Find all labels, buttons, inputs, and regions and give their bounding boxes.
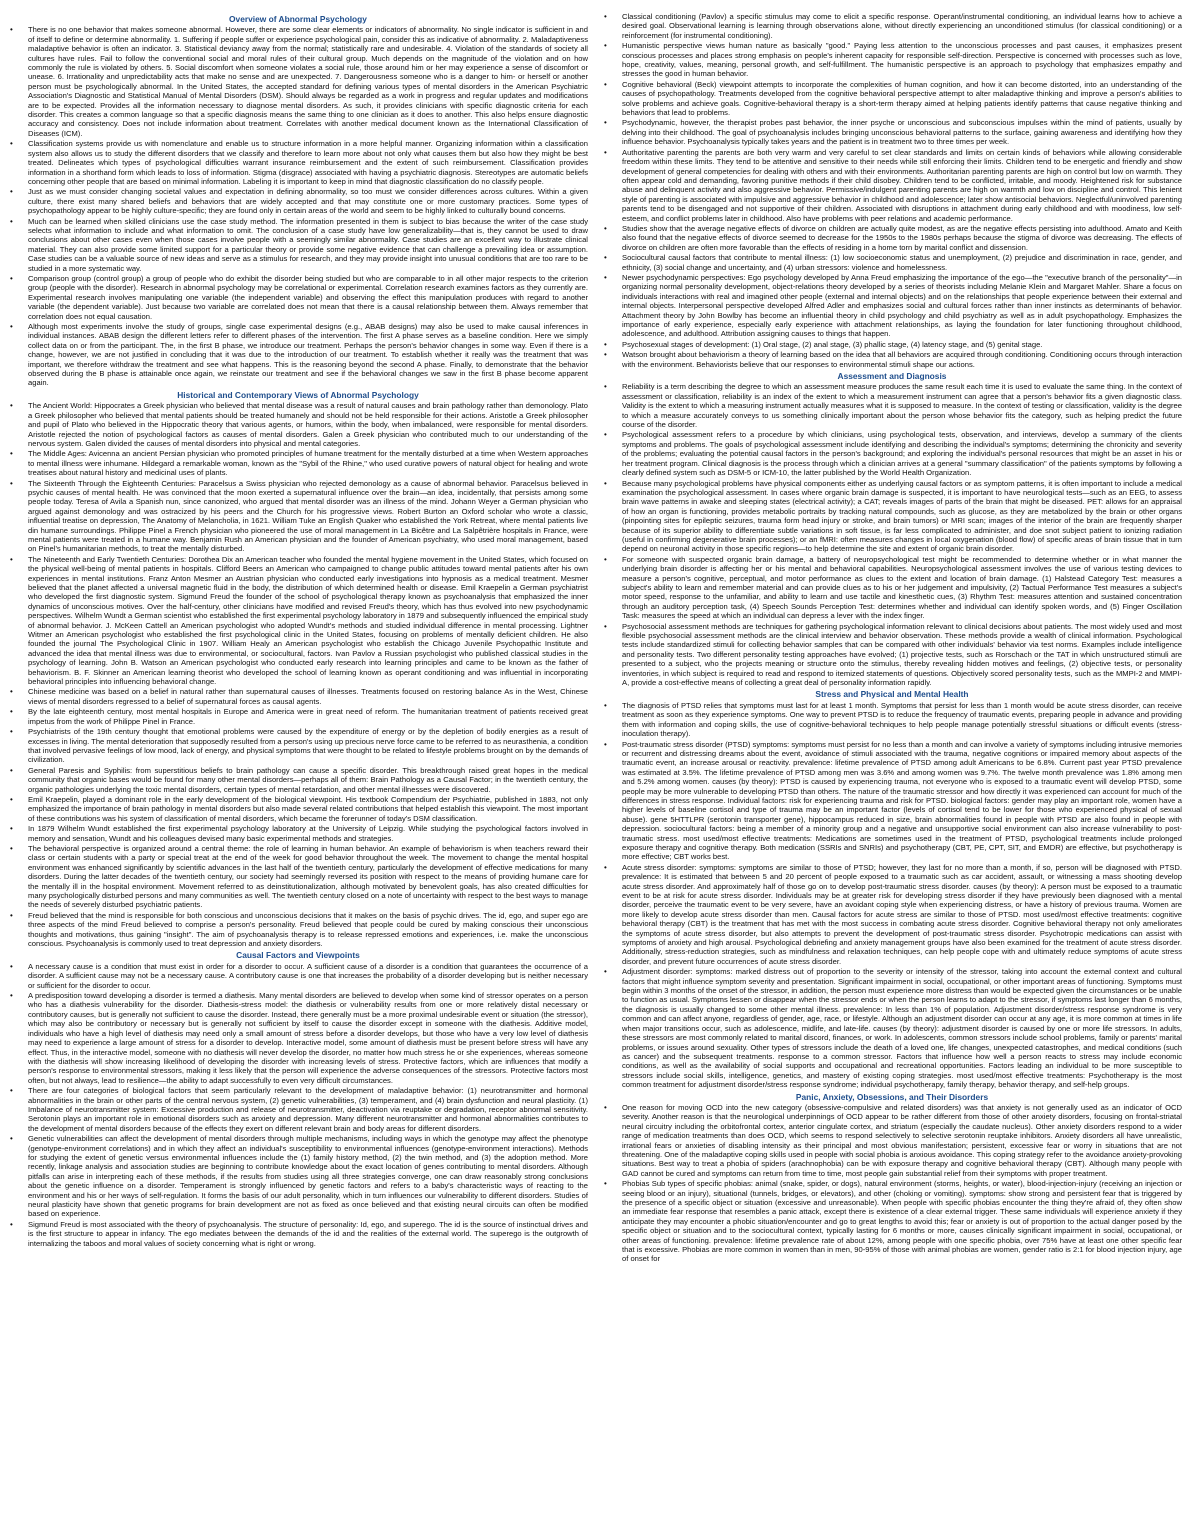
list-item: • Sociocultural causal factors that contribute to mental illness: (1) low socioeconomic status and unemployment, (2) prejudice and discrimination in race, gender, and ethnicity, (3) social change and uncertainty, and (4) urban stressors: violence and homelessness. [602,253,1182,272]
list-item: • The behavioral perspective is organized around a central theme: the role of learning in human behavior. An example of behaviorism is when teachers reward their class or certain students with a party or special treat at the end of the week for good behavior throughout the week. The movement to change the mental hospital environment was enhanced significantly by scientific advances in the last half of the twentieth century, particularly the development of effective medications for many disorders. During the latter decades of the twentieth century, our society had seemingly reversed its position with respect to the means of providing humane care for the mentally ill in the hospital environment. Movement referred to as deinstitutionalization, although motivated by benevolent goals, has also created difficulties for many psychologically disturbed persons and many communities as well. The twentieth century closed on a note of uncertainty with respect to the best ways to manage the needs of severely disturbed psychiatric patients. [8,844,588,910]
list-item: • Humanistic perspective views human nature as basically "good." Paying less attention to the unconscious processes and past causes, it emphasizes present conscious processes and places strong emphasis on people's inherent capacity for responsible self-direction. Perspective is concerned with processes such as love, hope, creativity, values, meaning, personal growth, and self-fulfillment. The humanistic perspective is an approach to psychology that emphasizes empathy and stresses the good in human behavior. [602,41,1182,79]
section-heading-historical: Historical and Contemporary Views of Abnormal Psychology [177,389,419,400]
list-item: • Psychological assessment refers to a procedure by which clinicians, using psychological tests, observation, and interviews, develop a summary of the clients symptoms and problems. The goals of psychological assessment include identifying and describing the individual's symptoms; determining the chronicity and severity of the problems; evaluating the potential causal factors in the person's background; and exploring the individual's personal resources that might be an asset in his or her treatment program. Clinical diagnosis is the process through which a clinician arrives at a general "summary classification" of the patients symptoms by following a clearly defined system such as DSM-5 or ICM-10, the latter published by the World Health Organization. [602,430,1182,477]
historical-list [8,401,588,948]
list-item: • General Paresis and Syphilis: from superstitious beliefs to brain pathology can cause a specific disorder. This breakthrough raised great hopes in the medical community that organic bases would be found for many other mental disorders—perhaps all of them: Brain Pathology as a Causal Factor; in the twentieth century, the organic pathologies underlying the toxic mental disorders, certain types of mental retardation, and other mental illnesses were discovered. [8,766,588,794]
list-item: • Psychodynamic, however, the therapist probes past behavior, the inner psyche or unconscious and subconscious impulses within the mind of patients, usually by delving into their childhood. The goal of psychoanalysis includes bringing unconscious behavioral patterns to the surface, gaining awareness and identifying how they influence behavior. Psychoanalysis typically takes years and the patient is in treatment two to three times per week. [602,118,1182,146]
list-item: • Chinese medicine was based on a belief in natural rather than supernatural causes of illnesses. Treatments focused on restoring balance As in the West, Chinese views of mental disorders regressed to a belief of supernatural forces as causal agents. [8,687,588,706]
list-item: • Newer psychodynamic perspectives: Ego psychology developed by Anna Freud emphasizing the importance of the ego—the "executive branch of the personality"—in organizing normal personality development, object-relations theory developed by a series of theorists including Melanie Klein and Margaret Mahler. Share a focus on individuals interactions with real and imagined other people (external and internal objects) and on the relationships that people experience between their external and internal objects. Interpersonal perspective developed Alfred Adler and emphasizes social and cultural forces rather than inner instincts as determinants of behavior. Attachment theory by John Bowlby has become an influential theory in child psychology and child psychiatry as well as in adult psychopathology. Emphasizes the importance of early experience, especially early experience with attachment relationships, as laying the foundation for later functioning throughout childhood, adolescence, and adulthood. Attribution assigning causes to things that happen. [602,273,1182,339]
left-column [8,12,588,1534]
section-heading-stress: Stress and Physical and Mental Health [815,689,969,700]
list-item: • Acute stress disorder: symptoms: symptoms are similar to those of PTSD; however, they last for no more than a month, if so, person will be diagnosed with PTSD. prevalence: It is estimated that between 5 and 20 percent of people exposed to a traumatic such as car accident, assault, or witnessing a mass shooting develop acute stress disorder. And approximately half of those go on to develop post-traumatic stress disorder. causes (by theory): A person must be exposed to a traumatic event to be at risk for acute stress disorder. Individuals may be at greater risk for developing stress disorder if they have previously been diagnosed with a mental disorder, perceive the traumatic event to be very severe, have an avoidant coping style when experiencing distress, or have a history of previous trauma. Women are more likely to develop acute stress disorder than men. Causal factors for acute stress are similar to those of PTSD. most used/most effective treatments: cognitive behavioral therapy (CBT) is the treatment that has met with the most success in combating acute stress disorder. Cognitive behavioral therapy not only ameliorates the symptoms of acute stress disorder, but also attempts to prevent the development of post-traumatic stress disorder. Psychotropic medications can assist with symptoms of anxiety and high arousal. Psychological debriefing and anxiety management groups have also been examined for the treatment of acute stress disorder. Additionally, stress-reduction strategies, such as mindfulness and relaxation techniques, can help people cope with and ultimately reduce symptoms of acute stress disorder, and prevent future occurrences of acute stress disorder. [602,863,1182,966]
list-item: • Post-traumatic stress disorder (PTSD) symptoms: symptoms must persist for no less than a month and can involve a variety of symptoms including intrusive memories or recurrent and distressing dreams about the event, avoidance of stimuli associated with the trauma, negative cognitions or impaired memory about aspects of the traumatic event, an increase arousal or reactivity. prevalence: lifetime prevalence of PTSD among adult Americans to be 6.8%. Current past year PTSD prevalence was estimated at 3.5%. The lifetime prevalence of PTSD among men was 3.6% and among women was 9.7%. The twelve month prevalence was 1.8% among men and 5.2% among women. causes (by theory): PTSD is caused by experiencing trauma, not everyone who is exposed to a traumatic event will develop PTSD, some people may be more vulnerable to developing PTSD than others. The nature of the traumatic stressor and how directly it was experienced can account for much of the differences in stress response. Individual factors: risk for experiencing trauma and risk for PTSD. biological factors: gender may play an important role, women have a higher levels of baseline cortisol and type of trauma may be an important factor (levels of cortisol tend to be lower for those who experienced physical of sexual abuse). gene 5HTTLPR (serotonin transporter gene), hippocampus reduced in size, brain abnormalities found in people with PTSD are also found in people with depression. sociocultural factors: being a member of a minority group and a negative and unsupportive social environment can also increase vulnerability to post-traumatic stress. most used/most effective treatments: Medications are sometimes used in the treatment of PTSD, psychological treatments include prolonged exposure therapy and cognitive therapy. Both medication (SSRIs and SNRIs) and psychotherapy (CBT, PE, CPT, SIT, and EMDR) are effective, but psychotherapy is more effective; CBT works best. [602,740,1182,862]
stress-list [602,701,1182,1090]
list-item: • Reliability is a term describing the degree to which an assessment measure produces the same result each time it is used to evaluate the same thing. In the context of assessment or classification, reliability is an index of the extent to which a measurement instrument can agree that a person's behavior fits a given diagnostic class. Validity is the extent to which a measuring instrument actually measures what it is supposed to measure. In the context of testing or classification, validity is the degree to which a measure accurately conveys to us something clinically important about the person whose behavior fits the category, such as helping predict the future course of the disorder. [602,382,1182,429]
list-item: • Sigmund Freud is most associated with the theory of psychoanalysis. The structure of personality: Id, ego, and superego. The id is the source of instinctual drives and is the first structure to appear in infancy. The ego mediates between the demands of the id and the realities of the external world. The superego is the outgrowth of internalizing the taboos and moral values of society concerning what is right or wrong. [8,1220,588,1248]
list-item: • Psychosexual stages of development: (1) Oral stage, (2) anal stage, (3) phallic stage, (4) latency stage, and (5) genital stage. [602,340,1182,349]
list-item: • A predisposition toward developing a disorder is termed a diathesis. Many mental disorders are believed to develop when some kind of stressor operates on a person who has a diathesis vulnerability for the disorder. Diathesis-stress model: the diathesis or vulnerability results from one or more relatively distal necessary or contributory causes, but is generally not sufficient to cause the disorder. Instead, there generally must be a more proximal undesirable event or situation (the stressor), which may also be contributory or necessary but is generally not sufficient by itself to cause the disorder except in someone with the diathesis. Additive model, individuals who have a high level of diathesis may need only a small amount of stress before a disorder develops, but those who have a very low level of diathesis may need to experience a large amount of stress for a disorder to develop. Interactive model, some amount of diathesis must be present before stress will have any effect. Thus, in the interactive model, someone with no diathesis will never develop the disorder, no matter how much stress he or she experiences, whereas someone with the diathesis will show increasing likelihood of developing the disorder with increasing levels of stress. Protective factors, which are influences that modify a person's response to environmental stressors, making it less likely that the person will experience the adverse consequences of the stressors. Protective factors most often, but not always, lead to resilience—the ability to adapt successfully to even very difficult circumstances. [8,991,588,1085]
assessment-list [602,382,1182,687]
list-item: • Phobias Sub types of specific phobias: animal (snake, spider, or dogs), natural environment (storms, heights, or water), blood-injection-injury (receiving an injection or seeing blood or an injury), situational (tunnels, bridges, or elevators), and other (choking or vomiting). symptoms: show strong and persistent fear that is triggered by the presence of a specific object or situation (excessive and unreasonable). When people with specific phobias encounter the thing they're afraid of, they often show an immediate fear response that resembles a panic attack, except there is existence of a clear external trigger. These same individuals will experience anxiety if they anticipate they may encounter a phobic situation/encounter and go to great lengths to avoid this; fear or anxiety is out of proportion to the actual danger posed by the specific object or situation and to the sociocultural context, typically lasting for 6 months or more, causes clinically significant impairment in social, occupational, or other areas of functioning. prevalence: lifetime prevalence rate of about 12%, among people with one specific phobia, over 75% have at least one other specific fear that is excessive. Phobias are more common in women than in men, 90-95% of those with animal phobias are women, gender ratio is 2:1 for blood injection injury, age of onset for [602,1179,1182,1264]
panic-list [602,1103,1182,1264]
section-heading-causal: Causal Factors and Viewpoints [236,950,360,961]
causal-continued-list [602,12,1182,369]
list-item: • Just as we must consider changing societal values and expectation in defining abnormality, so too must we consider differences across cultures. Within a given culture, there exist many shared beliefs and behaviors that are widely accepted and that may constitute one or more customary practices. Some types of psychopathology appear to be highly culture-specific; they are found only in certain areas of the world and seem to be highly linked to culturally bound concerns. [8,187,588,215]
list-item: • Much can be learned when skilled clinicians use the case study method. The information presented in them is subject to bias because the writer of the case study selects what information to include and what information to omit. The conclusion of a case study have low generalizability—that is, they cannot be used to draw conclusions about other cases even when those cases involve people with a seemingly similar abnormality. Case studies are an excellent way to illustrate clinical material. They can also provide some limited support for a particular theory or provide some negative evidence that can challenge a prevailing idea or assumption. Case studies can be a valuable source of new ideas and serve as a stimulus for research, and they may provide insight into unusual conditions that are too rare to be studied in a more systematic way. [8,217,588,273]
list-item: • Authoritative parenting the parents are both very warm and very careful to set clear standards and limits on certain kinds of behaviors while allowing considerable freedom within these limits. They tend to be attentive and sensitive to their needs while still enforcing their limits. Children tend to be energetic and friendly and show development of general competencies for dealing with others and with their environments. Authoritarian parenting parents are high on control but low on warmth. They often appear cold and demanding, favoring punitive methods if their child disobey. Children tend to be conflicted, irritable, and moody. Heightened risk for substance abuse and delinquent activity and also aggressive behavior. Permissive/indulgent parenting parents are high on warmth and low on discipline and control. This lenient style of parenting is associated with impulsive and aggressive behavior in childhood and adolescence; later show antisocial behaviors. Neglectful/uninvolved parenting parents tend to be disengaged and not supportive of their children. Associated with disruptions in attachment during early childhood and with moodiness, low self-esteem, and conflict problems later in childhood. Also have problems with peer relations and academic performance. [602,148,1182,223]
list-item: • For someone with suspected organic brain damage, a battery of neuropsychological test might be recommended to determine whether or in what manner the underlying brain disorder is affecting her or his mental and behavioral capabilities. Neuropsychological assessment involves the use of various testing devices to measure a person's cognitive, perceptual, and motor performance as clues to the extent and location of brain damage. (1) Halstead Category Test: measures a subject's ability to learn and remember material and can provide clues as to his or her judgement and impulsivity, (2) Tactual Performance Test measures a subject's motor speed, response to the unfamiliar, and ability to learn and use tactile and kinesthetic cues, (3) Rhythm Test: measures attention and sustained concentration through an auditory perception task, (4) Speech Sounds Perception Test: determines whether and individual can identify spoken words, and (5) Finger Oscillation Task: measures the speed at which an individual can depress a lever with the index finger. [602,555,1182,621]
list-item: • Adjustment disorder: symptoms: marked distress out of proportion to the severity or intensity of the stressor, taking into account the external context and cultural factors that might influence symptom severity and presentation. Significant impairment in social, occupational, or other important areas of functioning. Symptoms must begin within 3 months of the onset of the stressor, in addition, the person must experience more distress than would be expected given the circumstances or be unable to function as usual. Symptoms lessen or disappear when the stressor ends or when the person learns to adapt to the stressor, if symptoms last longer than 6 months, the diagnosis is usually changed to some other mental illness. prevalence: In less than 1% of population. Adjustment disorder/stress response syndrome is very common and can affect anyone, regardless of gender, age, race, or lifestyle. Although an adjustment disorder can occur at any age, it is more common at times in life when major transitions occur, such as adolescence, midlife, and late-life. causes (by theory): adjustment disorder is caused by one or more life stressors. In adults, these stressors are most commonly related to marital discord, finances, or work. In adolescents, common stressors include school problems, family or parents' marital problems, or issues around sexuality. Other types of stressors include the death of a loved one, life changes, unexpected catastrophes, and medical conditions (such as cancer) and the subsequent treatments. response to a common stressor. Factors that influence how well a person reacts to stress may include economic conditions, as well as the availability of social supports and occupational and recreational opportunities. Factors leading an individual to be more susceptible to stressors include social skills, intelligence, genetics, and mastery of existing coping strategies. most used/most effective treatments: Psychotherapy is the most common treatment for adjustment disorder/stress response syndrome; individual psychotherapy, family therapy, behavior therapy, and self-help groups. [602,967,1182,1089]
list-item: • Cognitive behavioral (Beck) viewpoint attempts to incorporate the complexities of human cognition, and how it can become distorted, into an understanding of the causes of psychopathology. Treatments developed from the cognitive behavioral perspective attempt to alter maladaptive thinking and improve a person's abilities to solve problems and achieve goals. Cognitive-behavioral therapy is a short-term therapy aimed at helping patients identify patterns that cause negative thinking and behaviors that lead to problems. [602,80,1182,118]
list-item: • One reason for moving OCD into the new category (obsessive-compulsive and related disorders) was that anxiety is not generally used as an indicator of OCD severity. Another reason is that the neurological underpinnings of OCD appear to be rather different from those of other anxiety disorders, focusing on frontal-striatal neural circuitry including the orbitofrontal cortex, anterior cingulate cortex, and striatum (especially the caudate nucleus). Other anxiety disorders respond to a wider range of medication treatments than does OCD, which seems to respond selectively to selective serotonin reuptake inhibitors. Anxiety disorders all have unrealistic, irrational fears or anxieties of disabling intensity as their principal and most obvious manifestation; persistent, excessive fear or worry in situations that are not threatening. One of the maladaptive coping skills used in people with social phobia is anxious avoidance. This coping strategy refer to the avoidance anxiety-provoking situations. Best way to treat a phobia of spiders (arachnophobia) can be with exposure therapy and cognitive behavioral therapy (CBT). Although many people with GAD cannot be cured and symptoms can return from time to time, most people gain substantial relief from their symptoms with proper treatment. [602,1103,1182,1178]
list-item: • By the late eighteenth century, most mental hospitals in Europe and America were in great need of reform. The humanitarian treatment of patients received great impetus from the work of Philippe Pinel in France. [8,707,588,726]
list-item: • There is no one behavior that makes someone abnormal. However, there are some clear elements or indicators of abnormality. No single indicator is sufficient in and of itself to define or determine abnormality. 1. Suffering if people suffer or experience psychological pain, consider this as indicative of abnormality. 2. Maladaptiveness maladaptive behavior is often an indicator. 3. Statistical deviancy away from the normal; statistically rare and undesirable. 4. Violation of the standards of society all cultures have rules. Fail to follow the conventional social and moral rules of their cultural group. Much depends on the magnitude of the violation and on how commonly the rule is violated by others. 5. Social discomfort when someone violates a social rule, those around him or her may experience a sense of discomfort or unease. 6. Irrationality and unpredictability acts that make no sense and are unexpected. 7. Dangerousness someone who is a danger to him- or herself or another person must be psychologically abnormal. In the United States, the accepted standard for defining various types of mental disorders in the American Psychiatric Association's Diagnostic and Statistical Manual of Mental Disorders (DSM). Should always be regarded as a work in progress and regular updates and modifications are to be expected. Provides all the information necessary to diagnose mental disorders. As such, it provides clinicians with specific diagnostic criteria for each disorder. This creates a common language so that a specific diagnosis means the same thing to one clinician as it does to another. This also helps ensure diagnostic accuracy and consistency. Does not include information about treatment. Correlates with another medical document known as the International Classification of Diseases (ICM). [8,25,588,138]
section-heading-assessment: Assessment and Diagnosis [837,371,947,382]
list-item: • Classification systems provide us with nomenclature and enable us to structure information in a more helpful manner. Organizing information within a classification system also allows us to study the different disorders that we classify and therefore to learn more about not only what causes them but also how they might be best treated. Delineates which types of psychological difficulties warrant insurance reimbursement and the extent of such reimbursement. Classification provides information in a shorthand form which leads to loss of information. Stigma (disgrace) associated with having a psychiatric diagnosis. Stereotypes are automatic beliefs concerning other people that are based on minimal information. Labeling it is important to keep in mind that diagnostic classification do no classify people. [8,139,588,186]
list-item: • Although most experiments involve the study of groups, single case experimental designs (e.g., ABAB designs) may also be used to make causal inferences in individual instances. ABAB design the different letters refer to different phases of the intervention. The first A phase serves as a baseline condition. Here we simply collect data on or from the participant. The, in the first B phase, we introduce our treatment. Perhaps the person's behavior changes in some way. Even if there is a change, however, we are not justified in concluding that it was due to the introduction of our treatment. To establish whether it really was the treatment that was important, we therefore withdraw the treatment and see what happens. This is the reasoning beyond the second A phase. Finally, to demonstrate that the behavior observed during the B phase is attainable once again, we reinstate our treatment and see if the behavioral changes we saw in the first B phase become apparent again. [8,322,588,388]
list-item: • Emil Kraepelin, played a dominant role in the early development of the biological viewpoint. His textbook Compendium der Psychiatrie, published in 1883, not only emphasized the importance of brain pathology in mental disorders but also made several related contributions that helped establish this viewpoint. The most important of these contributions was his system of classification of mental disorders, which became the forerunner of today's DSM classification. [8,795,588,823]
list-item: • Classical conditioning (Pavlov) a specific stimulus may come to elicit a specific response. Operant/instrumental conditioning, an individual learns how to achieve a desired goal. Observational learning is learning through observations alone, without directly experiencing an unconditioned stimulus (for classical conditioning) or a reinforcement (for instrumental conditioning). [602,12,1182,40]
list-item: • The diagnosis of PTSD relies that symptoms must last for at least 1 month. Symptoms that persist for less than 1 month would be acute stress disorder, can receive treatment as soon as they experience symptoms. One way to prevent PTSD is to reduce the frequency of traumatic events, preparing people in advance and providing them with information and coping skills, the use of cognitive-behavioral techniques to help people manage potentially stressful situations or difficult events (stress-inoculation therapy). [602,701,1182,739]
list-item: • In 1879 Wilhelm Wundt established the first experimental psychology laboratory at the University of Leipzig. While studying the psychological factors involved in memory and sensation, Wundt and his colleagues devised many basic experimental methods and strategies. [8,824,588,843]
list-item: • Psychosocial assessment methods are techniques for gathering psychological information relevant to clinical decisions about patients. The most widely used and most flexible psychosocial assessment methods are the clinical interview and behavior observation. These methods provide a wealth of clinical information. Psychological tests include standardized stimuli for collecting behavior samples that can be compared with other individuals' behavior via test norms. Examples include intelligence and personality tests. Two different personality testing approaches have evolved; (1) projective tests, such as Rorschach or the TAT in which unstructured stimuli are presented to a subject, who the projects meaning or structure onto the stimulus, thereby revealing hidden motives and feelings, (2) objective tests, or personality inventories, in which subject is required to read and respond to itemized statements of questions. Objectively scored personality tests, such as the MMPI-2 and MMPI-A, provide a cost-effective means of collecting a great deal of personality information rapidly. [602,622,1182,688]
list-item: • Genetic vulnerabilities can affect the development of mental disorders through multiple mechanisms, including ways in which the genotype may affect the phenotype (genotype-environment correlations) and in which they affect an individual's susceptibility to environmental influences (genotype-environment interactions). Methods for studying the extent of genetic versus environmental influences include the (1) family history method, (2) the twin method, and (3) the adoption method. More recently, linkage analysis and association studies are beginning to contribute knowledge about the exact location of genes contributing to mental disorders. Although pitfalls can arise in interpreting each of these methods, if the results from studies using all three strategies converge, one can draw reasonably strong conclusions about the genetic influence on a disorder. Temperament is strongly influenced by genetic factors and refers to a baby's characteristic ways of reacting to the environment and his or her ways of self-regulation. It forms the basis of our adult personality, which in turn influences our vulnerability to different disorders. Studies of neural plasticity have shown that genetic programs for brain development are not as fixed as once believed and that existing neural circuits can often be modified based on experience. [8,1134,588,1219]
section-heading-panic: Panic, Anxiety, Obsessions, and Their Disorders [795,1091,989,1102]
list-item: • The Nineteenth and Early Twentieth Centuries: Dorothea Dix an American teacher who founded the mental hygiene movement in the United States, which focused on the physical well-being of mental patients in hospitals. Clifford Beers an American who campaigned to change public attitudes toward mental patients after his own experiences in mental institutions. Franz Anton Mesmer an Austrian physician who conducted early investigations into hypnosis as a medical treatment. Mesmer believed that the planet affected a universal magnetic fluid in the body, the distribution of which determined health or disease. Emil Kraepelin a German psychiatrist who developed the first diagnostic system. Sigmund Freud the founder of the school of psychological therapy known as psychoanalysis that emphasized the inner dynamics of unconscious motives. Over the half-century, other clinicians have modified and revised Freud's theory, which has thus evolved into new psychodynamic perspectives. Wilhelm Wundt a German scientist who established the first experimental psychology laboratory in 1879 and subsequently influenced the empirical study of abnormal behavior. J. McKeen Cattell an American psychologist who adopted Wundt's methods and studied individual difference in mental processing. Lightner Witmer an American psychologist who established the first psychological clinic in the United States, focusing on problems of mentally deficient children. He also founded the journal The Psychological Clinic in 1907. William Healy an American psychologist who establish the Chicago Juvenile Psychopathic Institute and advanced the idea that mental illness was due to environmental, or sociocultural, factors. Ivan Pavlov a Russian psychologist who published classical studies in the psychology of learning. John B. Watson an American psychologist who conducted early research into learning principles and came to be known as the father of behaviorism. B. F. Skinner an American learning theorist who developed the school of learning known as operant conditioning and was influential in incorporating behavioral principles into influencing behavioral change. [8,555,588,687]
section-heading-overview: Overview of Abnormal Psychology [229,14,367,24]
list-item: • Watson brought about behaviorism a theory of learning based on the idea that all behaviors are acquired through conditioning. Conditioning occurs through interaction with the environment. Behaviorists believe that our responses to environmental stimuli shape our actions. [602,350,1182,369]
list-item: • Psychiatrists of the 19th century thought that emotional problems were caused by the expenditure of energy or by the depletion of bodily energies as a result of excesses in living. The mental deterioration that supposedly resulted from a person's using up precious nerve force came to be referred to as neurasthenia, a condition that involved pervasive feelings of low mood, lack of energy, and physical symptoms that were thought to be related to lifestyle problems brought on by the demands of civilization. [8,727,588,765]
list-item: • Comparison group (control group) a group of people who do exhibit the disorder being studied but who are comparable to in all other major respects to the criterion group (people with the disorder). Research in abnormal psychology may be correlational or experimental. Correlation research examines factors as they currently are. Experimental research involves manipulating one variable (the independent variable) and observing the effect this manipulation produces with regard to another variable (the dependent variable). Just because two variable are correlated does not mean that there is a causal relationship between them. Always remember that correlation does not equal causation. [8,274,588,321]
causal-list [8,962,588,1248]
list-item: • The Middle Ages: Avicenna an ancient Persian physician who promoted principles of humane treatment for the mentally disturbed at a time when Western approaches to mental illness were inhumane. Hildegard a remarkable woman, known as the "Sybil of the Rhine," who used curative powers of natural object for healing and wrote treatises about natural history and medicinal uses of plants. [8,449,588,477]
list-item: • The Ancient World: Hippocrates a Greek physician who believed that mental disease was a result of natural causes and brain pathology rather than demonology. Plato a Greek philosopher who believed that mental patients should be treated humanely and should not be held responsible for their actions. Aristotle a Greek philosopher and pupil of Plato who believed in the Hippocratic theory that various agents, or humors, within the body, when imbalanced, were responsible for mental disorders. Aristotle rejected the notion of psychological factors as causes of mental disorders. Galen a Greek physician who contributed much to our understanding of the nervous system. Galen divided the causes of mental disorders into physical and mental categories. [8,401,588,448]
list-item: • There are four categories of biological factors that seem particularly relevant to the development of maladaptive behavior: (1) neurotransmitter and hormonal abnormalities in the brain or other parts of the central nervous system, (2) genetic vulnerabilities, (3) temperament, and (4) brain dysfunction and neural plasticity. (1) Imbalance of neurotransmitter system: Excessive production and release of neurotransmitter, deactivation via reuptake or degradation, receptor abnormal sensitivity. Serotonin plays an important role in emotional disorders such as anxiety and depression. Many different neurotransmitter and hormonal abnormalities contributes to the development of mental disorders because of the effects they exert on different relevant brain and body areas for different disorders. [8,1086,588,1133]
list-item: • A necessary cause is a condition that must exist in order for a disorder to occur. A sufficient cause of a disorder is a condition that guarantees the occurrence of a disorder. A sufficient cause may not be a necessary cause. A contributory cause is one that increases the probability of a disorder developing but is neither necessary or sufficient for the disorder to occur. [8,962,588,990]
list-item: • The Sixteenth Through the Eighteenth Centuries: Paracelsus a Swiss physician who rejected demonology as a cause of abnormal behavior. Paracelsus believed in psychic causes of mental health. He was convinced that the moon exerted a supernatural influence over the brain—an idea, incidentally, that persists among some people today. Teresa of Avila a Spanish nun, since canonized, who argued that mental disorder was an illness of the mind. Johann Weyer a German physician who argued against demonology and was ostracized by his peers and the Church for his progressive views. Robert Burton an Oxford scholar who wrote a classic, influential treatise on depression, The Anatomy of Melancholia, in 1621. William Tuke an English Quaker who established the York Retreat, where mental patients live din humane surroundings. Philippe Pinel a French physician who pioneered the use of moral management in La Bicêtre and La Salpêtrière hospitals in France, were mental patients were treated in a humane way. Benjamin Rush an American physician and the founder of American psychiatry, who used moral management, based on Pinel's humanitarian methods, to treat the mentally disturbed. [8,479,588,554]
list-item: • Freud believed that the mind is responsible for both conscious and unconscious decisions that it makes on the basis of psychic drives. The id, ego, and super ego are three aspects of the mind Freud believed to comprise a person's personality. Freud believed that people could be cured by making conscious their unconscious thoughts and motivations, thus gaining "insight". The aim of psychoanalysis therapy is to release repressed emotions and experiences, i.e. make the unconscious conscious. Psychoanalysis is commonly used to treat depression and anxiety disorders. [8,911,588,949]
list-item: • Because many psychological problems have physical components either as underlying causal factors or as symptom patterns, it is often important to include a medical examination the psychological assessment. In cases where organic brain damage is suspected, it is important to have neurological tests—such as an EEG, to assess brain wave patterns in awake and sleeping states (electrical activity); a CAT; reveals images of parts of the brain that might be diseased. PET: allows for an appraisal of how an organ is functioning, provides metabolic portraits by tracking natural compounds, such as glucose, as they are metabolized by the brain or other organs (pinpointing sites for epileptic seizures, trauma form head injury or stroke, and brain tumors) or MRI scan; images of the interior of the brain are frequently sharper because of its superior ability to differentiate subtle variations in soft tissue, is far less complicated to administer, and doe snot subject patient to ionizing radiation (useful in confirming degenerative brain processes); or an fMRI: often measures changes in local oxygenation (blood flow) of specific areas of brain tissue that in turn depend on neuronal activity in those specific regions—to help determine the site and extent of organic brain disorder. [602,479,1182,554]
list-item: • Studies show that the average negative effects of divorce on children are actually quite modest, as are the negative effects persisting into adulthood. Amato and Keith also found that the negative effects of divorce seemed to decrease for the 1950s to the 1980s perhaps because the stigma of divorce was decreasing. The effects of divorce on children are often more favorable than the effects of residing in a home torn by marital conflict and dissension. [602,224,1182,252]
overview-list [8,25,588,387]
right-column [602,12,1182,1534]
